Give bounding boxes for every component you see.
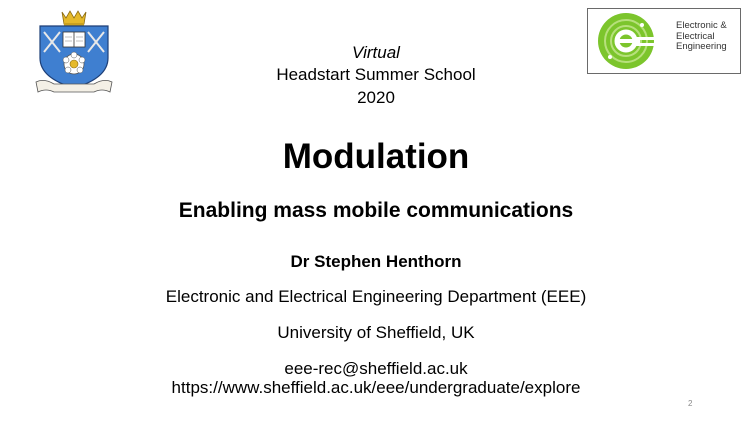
department-name: Electronic and Electrical Engineering Department (EEE) [165,287,587,306]
eee-logo-line-3: Engineering [676,41,727,52]
contact-email: eee-rec@sheffield.ac.uk [284,359,468,378]
page-number: 2 [688,399,693,408]
eee-logo-line-1: Electronic & [676,20,727,31]
website-url: https://www.sheffield.ac.uk/eee/undergraduate/explore [171,378,581,397]
school-name: Headstart Summer School [276,65,476,84]
slide-title: Modulation [282,137,470,176]
university-name: University of Sheffield, UK [277,323,475,342]
author-name: Dr Stephen Henthorn [290,252,462,271]
year-label: 2020 [357,88,395,107]
virtual-label: Virtual [352,43,400,62]
eee-logo-line-2: Electrical [676,30,715,42]
slide-subtitle: Enabling mass mobile communications [178,199,574,222]
